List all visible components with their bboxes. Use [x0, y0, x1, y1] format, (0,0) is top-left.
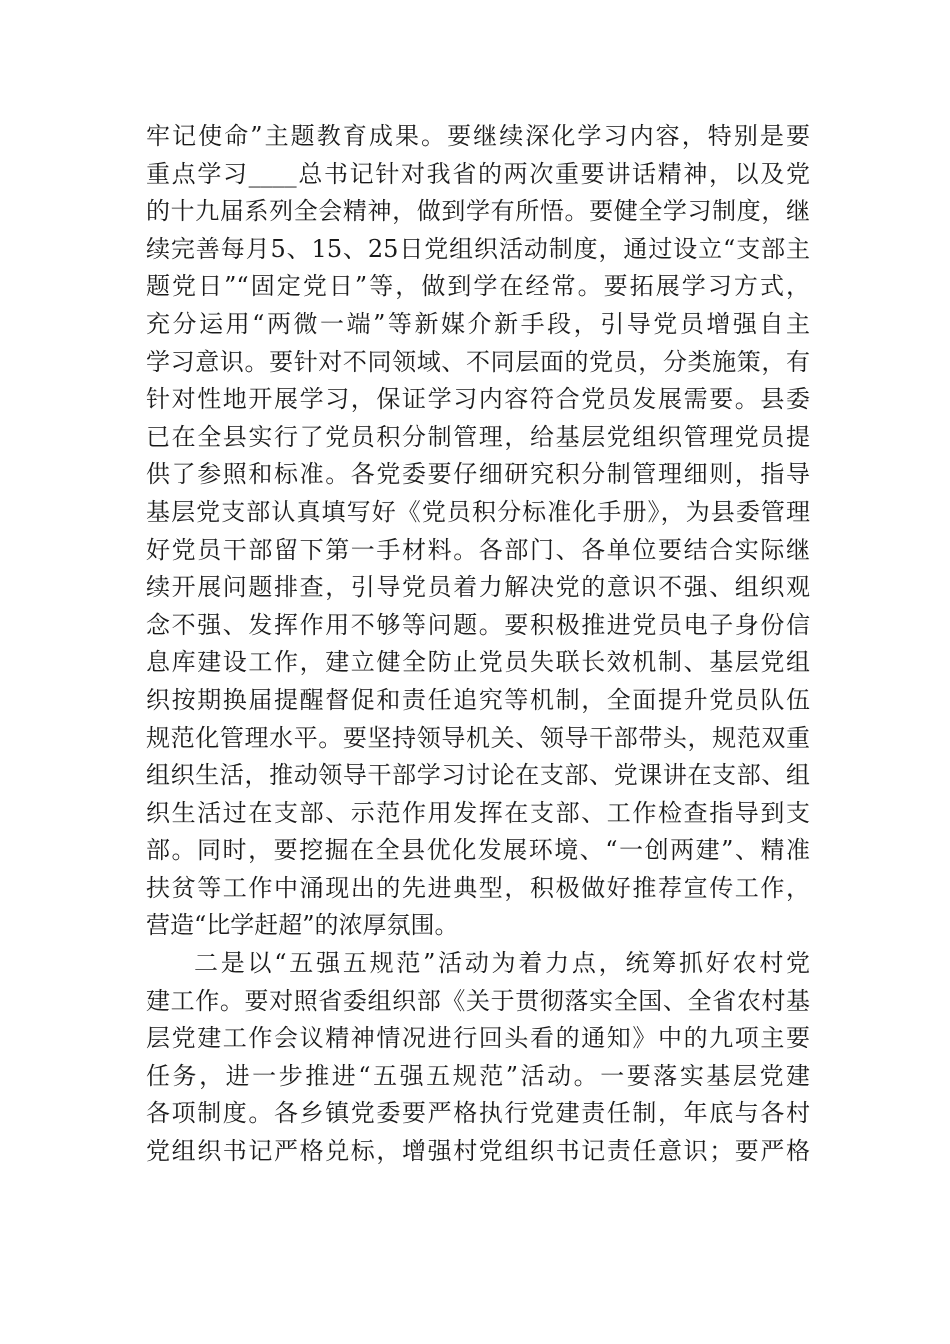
text-line: 规范化管理水平。要坚持领导机关、领导干部带头，规范双重 — [146, 723, 810, 752]
text-line: 的十九届系列全会精神，做到学有所悟。要健全学习制度，继 — [146, 197, 810, 226]
text-line: 建工作。要对照省委组织部《关于贯彻落实全国、全省农村基 — [146, 986, 810, 1015]
text-line: 任务，进一步推进“五强五规范”活动。一要落实基层党建 — [146, 1061, 810, 1090]
text-line: 续完善每月5、15、25日党组织活动制度，通过设立“支部主 — [146, 234, 810, 263]
text-line: 充分运用“两微一端”等新媒介新手段，引导党员增强自主 — [146, 309, 810, 338]
text-line: 扶贫等工作中涌现出的先进典型，积极做好推荐宣传工作， — [146, 873, 810, 902]
paragraph-end-line: 营造“比学赶超”的浓厚氛围。 — [146, 911, 459, 940]
text-line: 供了参照和标准。各党委要仔细研究积分制管理细则，指导 — [146, 460, 810, 489]
text-line: 各项制度。各乡镇党委要严格执行党建责任制，年底与各村 — [146, 1099, 810, 1128]
text-line: 题党日”“固定党日”等，做到学在经常。要拓展学习方式， — [146, 272, 810, 301]
text-line: 牢记使命”主题教育成果。要继续深化学习内容，特别是要 — [146, 122, 810, 150]
text-line: 织生活过在支部、示范作用发挥在支部、工作检查指导到支 — [146, 798, 810, 827]
text-line: 层党建工作会议精神情况进行回头看的通知》中的九项主要 — [146, 1024, 810, 1053]
text-line: 续开展问题排查，引导党员着力解决党的意识不强、组织观 — [146, 573, 810, 602]
text-line: 针对性地开展学习，保证学习内容符合党员发展需要。县委 — [146, 385, 810, 414]
text-line: 织按期换届提醒督促和责任追究等机制，全面提升党员队伍 — [146, 685, 810, 714]
text-line: 重点学习____总书记针对我省的两次重要讲话精神，以及党 — [146, 159, 810, 188]
text-line: 已在全县实行了党员积分制管理，给基层党组织管理党员提 — [146, 422, 810, 451]
text-line: 部。同时，要挖掘在全县优化发展环境、“一创两建”、精准 — [146, 836, 810, 865]
body-text — [146, 118, 810, 1171]
paragraph-start-line: 二是以“五强五规范”活动为着力点，统筹抓好农村党 — [194, 949, 810, 978]
text-line: 组织生活，推动领导干部学习讨论在支部、党课讲在支部、组 — [146, 761, 810, 790]
text-line: 好党员干部留下第一手材料。各部门、各单位要结合实际继 — [146, 535, 810, 564]
text-line: 党组织书记严格兑标，增强村党组织书记责任意识；要严格 — [146, 1137, 810, 1166]
text-line: 念不强、发挥作用不够等问题。要积极推进党员电子身份信 — [146, 610, 810, 639]
text-line: 学习意识。要针对不同领域、不同层面的党员，分类施策，有 — [146, 347, 810, 376]
text-line: 息库建设工作，建立健全防止党员失联长效机制、基层党组 — [146, 648, 810, 677]
text-line: 基层党支部认真填写好《党员积分标准化手册》，为县委管理 — [146, 497, 810, 526]
